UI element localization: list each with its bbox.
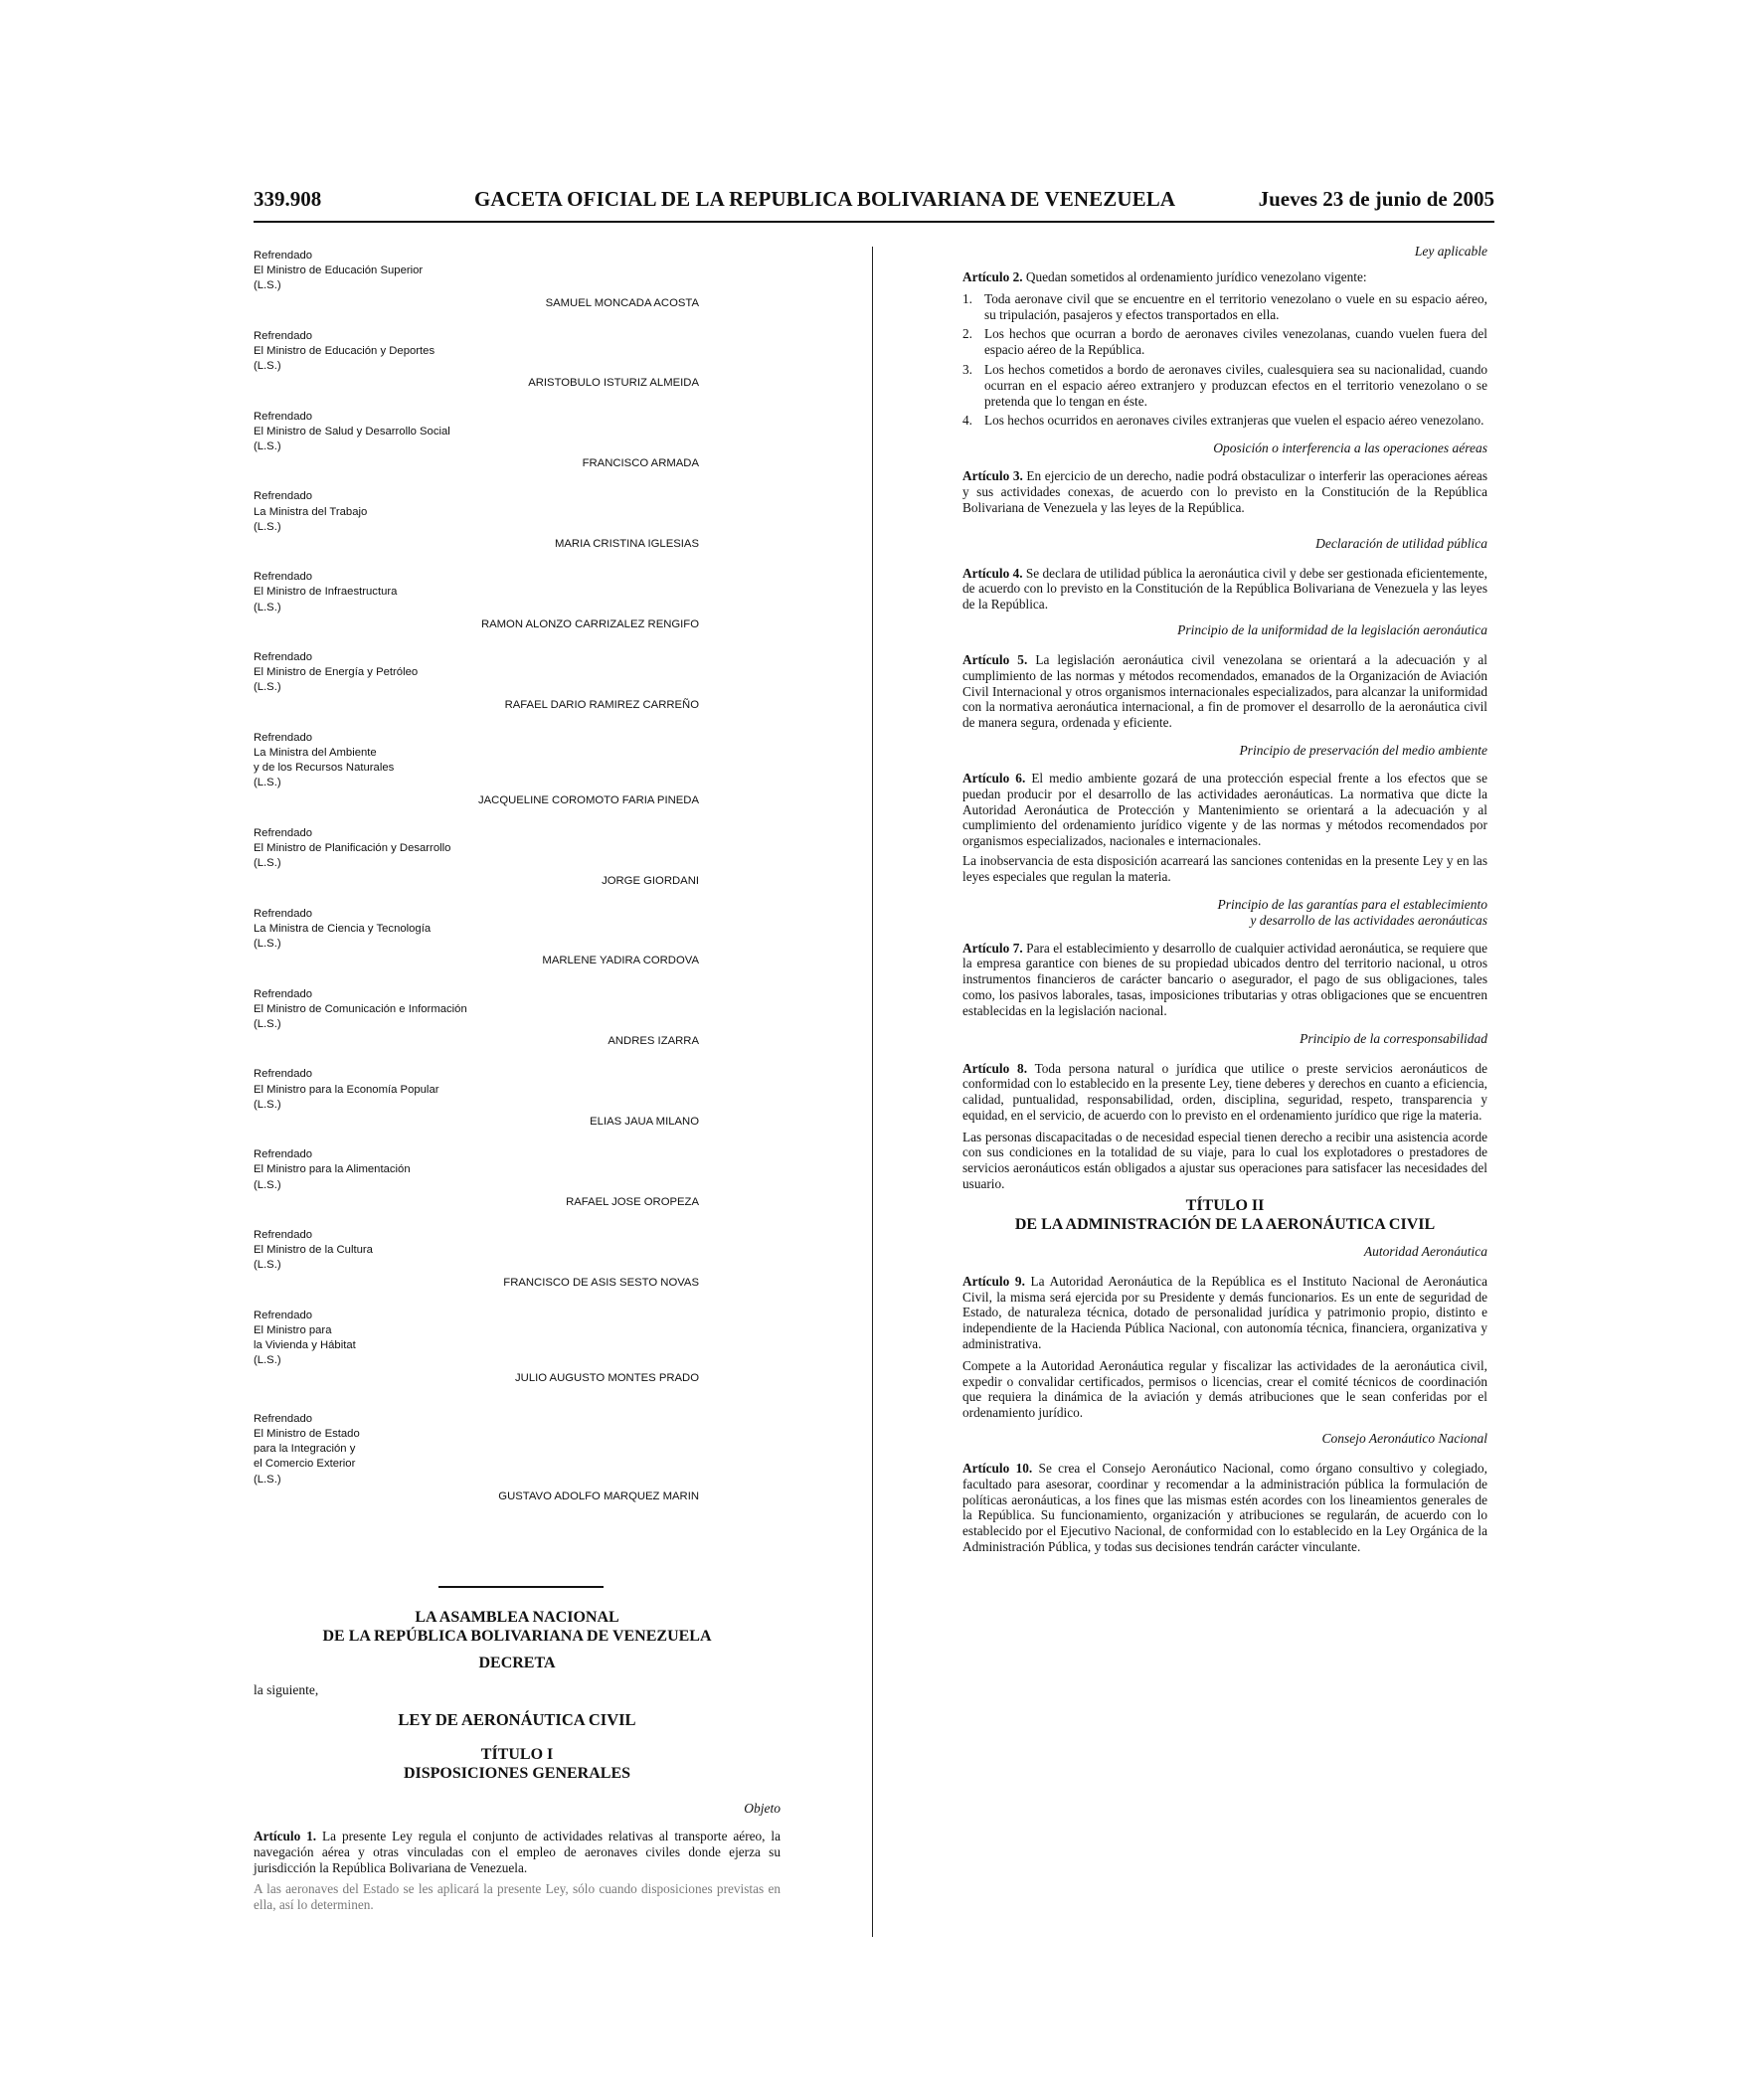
minister-name: RAFAEL JOSE OROPEZA	[566, 1195, 699, 1208]
refrendado-label: Refrendado	[254, 329, 313, 342]
signature-block	[254, 1309, 810, 1386]
minister-title-line: (L.S.)	[254, 1017, 281, 1030]
minister-title-line: (L.S.)	[254, 520, 281, 533]
minister-name: FRANCISCO DE ASIS SESTO NOVAS	[503, 1276, 699, 1289]
minister-title-line: El Ministro para	[254, 1323, 332, 1336]
minister-title-line: el Comercio Exterior	[254, 1458, 356, 1471]
article-6-text: El medio ambiente gozará de una protección especial frente a los efectos que se puedan producir por el desarrollo de las actividades aeronáuticas. La normativa que dicte la Autoridad Aeronáutica de Protección y Mantenimiento se orientará a la adecuación y al cumplimiento del ordenamiento jurídico vigente y de las normas y métodos recomendados por organismos especializados, nacionales e internacionales.	[962, 770, 1487, 849]
header-rule	[254, 221, 1494, 223]
minister-title-line: El Ministro de la Cultura	[254, 1244, 373, 1257]
article-2-text: Quedan sometidos al ordenamiento jurídico venezolano vigente:	[1022, 269, 1367, 284]
minister-title-line: El Ministro de Educación Superior	[254, 264, 424, 277]
minister-title-line: El Ministro de Comunicación e Información	[254, 1002, 467, 1015]
article-1-paragraph-2: A las aeronaves del Estado se les aplicará la presente Ley, sólo cuando disposiciones previstas en ella, así lo determinen.	[254, 1881, 781, 1913]
minister-title-line: El Ministro de Energía y Petróleo	[254, 666, 419, 679]
article-6	[962, 771, 1487, 849]
article-3	[962, 468, 1487, 515]
signature-block	[254, 1412, 810, 1504]
page-header	[254, 187, 1494, 219]
article-9-label: Artículo 9.	[962, 1273, 1025, 1289]
minister-title-line: la Vivienda y Hábitat	[254, 1339, 356, 1352]
subheading-article-4: Declaración de utilidad pública	[1315, 535, 1487, 551]
subheading-objeto: Objeto	[744, 1801, 781, 1816]
article-7-label: Artículo 7.	[962, 940, 1023, 956]
article-6-label: Artículo 6.	[962, 770, 1026, 786]
article-8	[962, 1061, 1487, 1124]
minister-title-line: El Ministro de Educación y Deportes	[254, 345, 435, 358]
article-9-paragraph-2: Compete a la Autoridad Aeronáutica regular y fiscalizar las actividades de la aeronáutica civil, expedir o convalidar certificados, permisos o licencias, crear el comité técnicos de coordinación que requiera la dinámica de la aviación y demás atribuciones que le sean conferidas por el ordenamiento jurídico.	[962, 1357, 1487, 1421]
signature-block	[254, 907, 810, 969]
article-3-label: Artículo 3.	[962, 468, 1023, 484]
refrendado-label: Refrendado	[254, 731, 313, 744]
minister-name: MARLENE YADIRA CORDOVA	[542, 955, 699, 967]
minister-title-line: (L.S.)	[254, 1098, 281, 1111]
subheading-article-5: Principio de la uniformidad de la legislación aeronáutica	[1177, 621, 1487, 637]
article-4	[962, 566, 1487, 612]
list-item-text: Toda aeronave civil que se encuentre en el territorio venezolano o vuele en su espacio aéreo, su tripulación, pasajeros y efectos transportados en ella.	[984, 290, 1487, 322]
minister-title-line: (L.S.)	[254, 279, 281, 292]
titulo-1: TÍTULO I	[480, 1746, 554, 1763]
list-item-text: Los hechos ocurridos en aeronaves civiles extranjeras que vuelen el espacio aéreo venezolano.	[984, 413, 1484, 429]
subheading-article-7a: Principio de las garantías para el establecimiento	[1217, 896, 1487, 912]
minister-title-line: El Ministro de Estado	[254, 1427, 360, 1440]
minister-title-line: para la Integración y	[254, 1443, 356, 1456]
subheading-article-6: Principio de preservación del medio ambiente	[1239, 742, 1487, 758]
issue-date: Jueves 23 de junio de 2005	[1258, 187, 1494, 211]
subheading-article-7b: y desarrollo de las actividades aeronáuticas	[1250, 912, 1487, 928]
article-4-text: Se declara de utilidad pública la aeronáutica civil y debe ser gestionada eficientemente, de acuerdo con lo previsto en la Constitución de la República Bolivariana de Venezuela y las leyes de la República.	[962, 565, 1487, 612]
list-item-text: Los hechos cometidos a bordo de aeronaves civiles, cualesquiera sea su nacionalidad, cuando ocurran en el espacio aéreo extranjero y produzcan efectos en el territorio venezolano o se pretenda que lo tengan en éste.	[984, 361, 1487, 409]
la-siguiente: la siguiente,	[254, 1682, 319, 1697]
minister-title-line: (L.S.)	[254, 440, 281, 453]
signature-block	[254, 570, 810, 632]
minister-title-line: La Ministra de Ciencia y Tecnología	[254, 922, 432, 935]
refrendado-label: Refrendado	[254, 1228, 313, 1241]
minister-title-line: El Ministro de Planificación y Desarrollo	[254, 842, 451, 855]
minister-title-line: (L.S.)	[254, 938, 281, 951]
refrendado-label: Refrendado	[254, 826, 313, 839]
article-1-label: Artículo 1.	[254, 1829, 317, 1843]
minister-title-line: (L.S.)	[254, 1473, 281, 1486]
right-column	[962, 244, 1487, 1555]
article-9-text: La Autoridad Aeronáutica de la República es el Instituto Nacional de Aeronáutica Civil, la misma será ejercida por su Presidente y demás funcionarios. Es un ente de seguridad de Estado, de naturaleza técnica, dotado de personalidad jurídica y patrimonio propio, distinto e independiente de la Hacienda Pública Nacional, con autonomía técnica, financiera, organizativa y administrativa.	[962, 1273, 1487, 1352]
list-item: 4. Los hechos ocurridos en aeronaves civiles extranjeras que vuelen el espacio aéreo venezolano.	[962, 413, 1484, 429]
page-number: 339.908	[254, 187, 322, 211]
minister-name: JULIO AUGUSTO MONTES PRADO	[515, 1371, 699, 1384]
refrendado-label: Refrendado	[254, 987, 313, 1000]
article-2-list	[962, 291, 1487, 429]
article-7-text: Para el establecimiento y desarrollo de cualquier actividad aeronáutica, se requiere que la empresa garantice con bienes de su propiedad ubicados dentro del territorio nacional, u otros instrumentos financieros de carácter bancario o asegurador, el pago de sus obligaciones, tales como, los pasivos laborales, tasas, imposiciones tributarias y otras obligaciones que se encuentren establecidas en la legislación nacional.	[962, 940, 1487, 1018]
minister-title-line: (L.S.)	[254, 1354, 281, 1367]
minister-title-line: (L.S.)	[254, 777, 281, 789]
refrendado-label: Refrendado	[254, 490, 313, 503]
section-rule	[438, 1586, 604, 1588]
minister-name: RAMON ALONZO CARRIZALEZ RENGIFO	[480, 617, 699, 630]
signature-block	[254, 489, 810, 552]
article-1	[254, 1829, 781, 1875]
refrendado-label: Refrendado	[254, 1068, 313, 1081]
article-10	[962, 1461, 1487, 1555]
minister-name: ELIAS JAUA MILANO	[590, 1115, 699, 1128]
signature-block	[254, 826, 810, 889]
gazette-title: GACETA OFICIAL DE LA REPUBLICA BOLIVARIANA DE VENEZUELA	[474, 187, 1176, 211]
minister-name: JACQUELINE COROMOTO FARIA PINEDA	[477, 793, 699, 806]
subheading-article-8: Principio de la corresponsabilidad	[1300, 1030, 1487, 1046]
assembly-line-1: LA ASAMBLEA NACIONAL	[415, 1609, 619, 1626]
article-10-text: Se crea el Consejo Aeronáutico Nacional, como órgano consultivo y colegiado, facultado para asesorar, coordinar y recomendar a la administración pública la formulación de políticas aeronáuticas, a los fines que las mismas estén acordes con los lineamientos generales de la República. Su funcionamiento, organización y atribuciones se regularán, de acuerdo con lo establecido por el Ejecutivo Nacional, de conformidad con lo establecido en la Ley Orgánica de la Administración Pública, y todas sus decisiones tendrán carácter vinculante.	[962, 1461, 1487, 1555]
signature-block	[254, 329, 810, 392]
refrendado-label: Refrendado	[254, 651, 313, 664]
minister-title-line: (L.S.)	[254, 857, 281, 870]
minister-title-line: (L.S.)	[254, 601, 281, 613]
article-8-text: Toda persona natural o jurídica que utilice o preste servicios aeronáuticos de conformidad con lo establecido en la presente Ley, tiene deberes y derechos en cuanto a eficiencia, calidad, puntualidad, responsabilidad, orden, disciplina, seguridad, respeto, transparencia y equidad, en el servicio, de acuerdo con lo previsto en el ordenamiento jurídico que rige la materia.	[962, 1060, 1487, 1123]
minister-title-line: (L.S.)	[254, 681, 281, 694]
column-divider	[872, 247, 873, 1937]
article-2	[962, 269, 1487, 285]
article-4-label: Artículo 4.	[962, 565, 1023, 581]
minister-name: ANDRES IZARRA	[608, 1035, 699, 1048]
article-8-label: Artículo 8.	[962, 1060, 1028, 1076]
signature-block	[254, 987, 810, 1050]
signature-block	[254, 731, 810, 808]
refrendado-label: Refrendado	[254, 1412, 313, 1425]
refrendado-label: Refrendado	[254, 250, 313, 262]
titulo-1-name: DISPOSICIONES GENERALES	[403, 1765, 631, 1782]
minister-name: FRANCISCO ARMADA	[582, 457, 699, 470]
titulo-2: TÍTULO II	[1185, 1196, 1265, 1214]
signature-list	[254, 249, 810, 1504]
law-preamble	[254, 1586, 781, 1913]
list-item: 2. Los hechos que ocurran a bordo de aeronaves civiles venezolanas, cuando vuelen fuera del espacio aéreo de la República.	[962, 326, 1487, 358]
article-9	[962, 1274, 1487, 1352]
list-item: 3. Los hechos cometidos a bordo de aeronaves civiles, cualesquiera sea su nacionalidad, cuando ocurran en el espacio aéreo extranjero y produzcan efectos en el territorio venezolano o se pretenda que lo tengan en éste.	[962, 361, 1487, 409]
refrendado-label: Refrendado	[254, 907, 313, 920]
signature-block	[254, 1228, 810, 1291]
minister-name: RAFAEL DARIO RAMIREZ CARREÑO	[504, 698, 699, 711]
minister-title-line: La Ministra del Ambiente	[254, 747, 377, 760]
article-6-paragraph-2: La inobservancia de esta disposición acarreará las sanciones contenidas en la presente Ley y en las leyes especiales que regulan la materia.	[962, 852, 1487, 884]
minister-title-line: El Ministro para la Alimentación	[254, 1163, 411, 1176]
article-5-text: La legislación aeronáutica civil venezolana se orientará a la adecuación y al cumplimiento de las normas y métodos recomendados, emanados de la Organización de Aviación Civil Internacional y otros organismos internacionales especializados, para alcanzar la uniformidad con la normativa aeronáutica internacional, a fin de promover el desarrollo de la aeronáutica civil de manera segura, ordenada y eficiente.	[962, 651, 1487, 731]
signature-block	[254, 650, 810, 713]
minister-title-line: El Ministro de Salud y Desarrollo Social	[254, 425, 450, 438]
minister-title-line: y de los Recursos Naturales	[254, 762, 395, 775]
minister-title-line: (L.S.)	[254, 1178, 281, 1191]
minister-title-line: La Ministra del Trabajo	[254, 505, 368, 518]
list-item-text: Los hechos que ocurran a bordo de aeronaves civiles venezolanas, cuando vuelen fuera del espacio aéreo de la República.	[984, 326, 1487, 358]
subheading-article-3: Oposición o interferencia a las operaciones aéreas	[1213, 440, 1487, 456]
minister-title-line: (L.S.)	[254, 1259, 281, 1272]
minister-name: JORGE GIORDANI	[602, 874, 699, 887]
subheading-article-9: Autoridad Aeronáutica	[1363, 1243, 1487, 1259]
minister-name: GUSTAVO ADOLFO MARQUEZ MARIN	[498, 1489, 699, 1502]
article-3-text: En ejercicio de un derecho, nadie podrá obstaculizar o interferir las operaciones aéreas y sus actividades conexas, de acuerdo con lo previsto en la Constitución de la República Bolivariana de Venezuela y las leyes de la República.	[962, 468, 1487, 515]
minister-name: MARIA CRISTINA IGLESIAS	[554, 538, 699, 551]
minister-name: ARISTOBULO ISTURIZ ALMEIDA	[528, 377, 699, 390]
article-5	[962, 652, 1487, 731]
article-8-paragraph-2: Las personas discapacitadas o de necesidad especial tienen derecho a recibir una asistencia acorde con sus condiciones en la totalidad de su viaje, para lo cual los explotadores o prestadores de servicios aeronáuticos están obligados a ajustar sus operaciones para satisfacer las necesidades del usuario.	[962, 1129, 1487, 1192]
minister-name: SAMUEL MONCADA ACOSTA	[545, 296, 699, 309]
signature-block	[254, 1147, 810, 1210]
refrendado-label: Refrendado	[254, 1148, 313, 1161]
signature-block	[254, 249, 810, 311]
decreta-heading: DECRETA	[478, 1655, 556, 1671]
article-7	[962, 941, 1487, 1019]
list-item: 1. Toda aeronave civil que se encuentre en el territorio venezolano o vuele en su espacio aéreo, su tripulación, pasajeros y efectos transportados en ella.	[962, 290, 1487, 322]
minister-title-line: (L.S.)	[254, 360, 281, 373]
assembly-line-2: DE LA REPÚBLICA BOLIVARIANA DE VENEZUELA	[322, 1628, 712, 1645]
article-1-text: La presente Ley regula el conjunto de actividades relativas al transporte aéreo, la navegación aérea y otras vinculadas con el empleo de aeronaves civiles donde ejerza su jurisdicción la República Bolivariana de Venezuela.	[254, 1829, 781, 1875]
refrendado-label: Refrendado	[254, 571, 313, 584]
article-5-label: Artículo 5.	[962, 651, 1028, 667]
minister-title-line: El Ministro para la Economía Popular	[254, 1083, 439, 1096]
article-2-label: Artículo 2.	[962, 269, 1023, 284]
refrendado-label: Refrendado	[254, 410, 313, 423]
minister-title-line: El Ministro de Infraestructura	[254, 586, 398, 599]
article-10-label: Artículo 10.	[962, 1461, 1033, 1477]
subheading-ley-aplicable: Ley aplicable	[1414, 244, 1487, 259]
signature-block	[254, 410, 810, 472]
signature-block	[254, 1067, 810, 1130]
titulo-2-name: DE LA ADMINISTRACIÓN DE LA AERONÁUTICA CIVIL	[1014, 1215, 1436, 1233]
law-title: LEY DE AERONÁUTICA CIVIL	[398, 1710, 636, 1729]
subheading-article-10: Consejo Aeronáutico Nacional	[1321, 1431, 1487, 1447]
refrendado-label: Refrendado	[254, 1309, 313, 1321]
